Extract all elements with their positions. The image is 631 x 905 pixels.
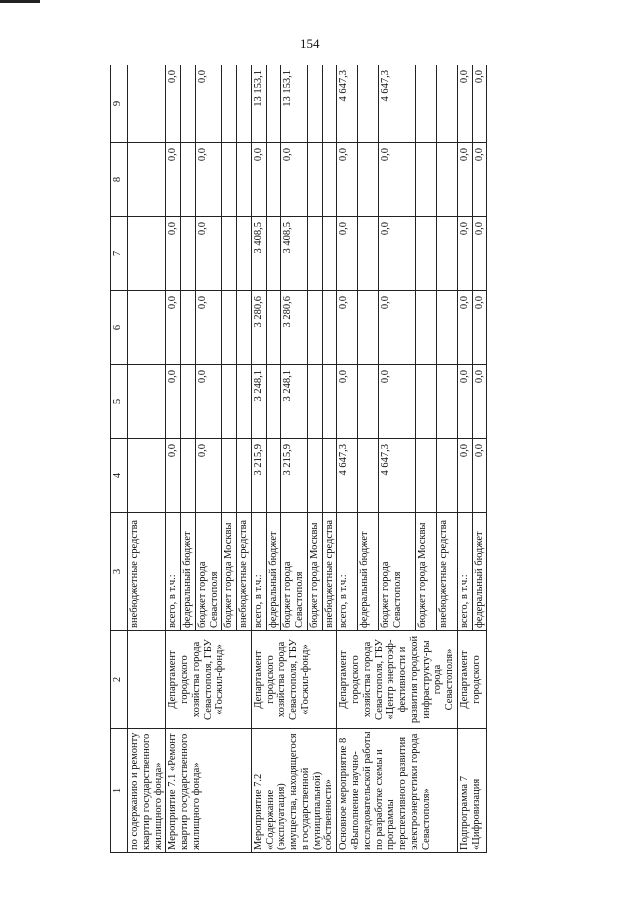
header-cell: 4 (111, 439, 128, 513)
value-cell: 4 647,3 (337, 65, 358, 143)
rotated-table-stage (110, 65, 606, 853)
value-cell (222, 217, 237, 291)
value-cell: 0,0 (472, 65, 487, 143)
value-cell (128, 217, 166, 291)
value-cell (307, 291, 322, 365)
value-cell: 3 248,1 (251, 365, 266, 439)
funding-source-cell: бюджет города Севастополя (281, 513, 308, 631)
value-cell (436, 439, 457, 513)
value-cell: 0,0 (378, 143, 415, 217)
executor-cell: Департамент городского хозяйства города Севастополя, ГБУ «Центр энергоэф-фективности и развития городской инфраструкту-ры города Севастополя» (337, 631, 458, 729)
value-cell: 0,0 (378, 217, 415, 291)
value-cell: 3 280,6 (251, 291, 266, 365)
value-cell: 3 215,9 (281, 439, 308, 513)
funding-source-cell: внебюджетные средства (128, 513, 166, 631)
value-cell: 0,0 (337, 217, 358, 291)
funding-source-cell: внебюджетные средства (322, 513, 337, 631)
value-cell (222, 365, 237, 439)
value-cell: 13 153,1 (281, 65, 308, 143)
value-cell (181, 143, 196, 217)
value-cell: 0,0 (378, 291, 415, 365)
value-cell (358, 291, 379, 365)
value-cell (322, 143, 337, 217)
value-cell (181, 217, 196, 291)
value-cell: 0,0 (251, 143, 266, 217)
funding-source-cell: бюджет города Москвы (307, 513, 322, 631)
value-cell: 0,0 (166, 439, 181, 513)
value-cell: 0,0 (166, 291, 181, 365)
value-cell (266, 291, 281, 365)
funding-source-cell: федеральный бюджет (181, 513, 196, 631)
value-cell (181, 65, 196, 143)
table-row (128, 65, 166, 853)
value-cell (436, 65, 457, 143)
header-cell: 6 (111, 291, 128, 365)
value-cell: 0,0 (195, 439, 222, 513)
executor-cell: Департамент городского (457, 631, 487, 729)
value-cell: 3 215,9 (251, 439, 266, 513)
value-cell: 3 408,5 (251, 217, 266, 291)
value-cell (358, 65, 379, 143)
value-cell (237, 65, 252, 143)
funding-source-cell: федеральный бюджет (266, 513, 281, 631)
header-cell: 8 (111, 143, 128, 217)
value-cell (222, 65, 237, 143)
value-cell: 13 153,1 (251, 65, 266, 143)
value-cell (322, 439, 337, 513)
rotated-table-wrapper (110, 65, 606, 853)
value-cell (128, 291, 166, 365)
value-cell: 0,0 (166, 217, 181, 291)
value-cell (358, 217, 379, 291)
value-cell (222, 291, 237, 365)
funding-source-cell: внебюджетные средства (436, 513, 457, 631)
funding-source-cell: федеральный бюджет (358, 513, 379, 631)
activity-name-cell: Основное мероприятие 8 «Выполнение научно-исследовательской работы по разработке схемы и программы перспективного развития электроэнергетики города Севастополя» (337, 729, 458, 853)
executor-cell: Департамент городского хозяйства города Севастополя, ГБУ «Госжил-фонд» (251, 631, 337, 729)
value-cell: 0,0 (337, 143, 358, 217)
value-cell (307, 439, 322, 513)
value-cell: 0,0 (472, 291, 487, 365)
value-cell (128, 439, 166, 513)
value-cell (181, 439, 196, 513)
value-cell: 0,0 (337, 365, 358, 439)
value-cell (266, 217, 281, 291)
funding-source-cell: бюджет города Севастополя (195, 513, 222, 631)
header-cell: 9 (111, 65, 128, 143)
budget-table (110, 65, 487, 853)
value-cell: 0,0 (378, 365, 415, 439)
value-cell: 0,0 (457, 65, 472, 143)
value-cell: 0,0 (457, 143, 472, 217)
header-cell: 1 (111, 729, 128, 853)
value-cell: 4 647,3 (337, 439, 358, 513)
value-cell: 0,0 (195, 143, 222, 217)
value-cell (322, 291, 337, 365)
value-cell (181, 291, 196, 365)
value-cell (436, 291, 457, 365)
value-cell: 0,0 (337, 291, 358, 365)
funding-source-cell: бюджет города Севастополя (378, 513, 415, 631)
value-cell: 3 248,1 (281, 365, 308, 439)
value-cell: 0,0 (166, 143, 181, 217)
value-cell (416, 365, 437, 439)
value-cell (222, 439, 237, 513)
value-cell (237, 143, 252, 217)
funding-source-cell: всего, в т.ч.: (337, 513, 358, 631)
value-cell (307, 65, 322, 143)
value-cell: 0,0 (472, 439, 487, 513)
value-cell: 0,0 (166, 65, 181, 143)
value-cell (307, 365, 322, 439)
value-cell (128, 143, 166, 217)
table-row (251, 65, 266, 853)
value-cell: 0,0 (281, 143, 308, 217)
funding-source-cell: всего, в т.ч.: (457, 513, 472, 631)
header-cell: 7 (111, 217, 128, 291)
table-row (337, 65, 358, 853)
value-cell (322, 65, 337, 143)
value-cell (222, 143, 237, 217)
header-cell: 3 (111, 513, 128, 631)
value-cell: 0,0 (166, 365, 181, 439)
activity-name-cell: по содержанию и ремонту квартир государственного жилищного фонда» (128, 729, 166, 853)
page-number: 154 (300, 36, 320, 51)
value-cell (266, 439, 281, 513)
value-cell (416, 217, 437, 291)
value-cell (358, 439, 379, 513)
funding-source-cell: внебюджетные средства (237, 513, 252, 631)
value-cell (416, 65, 437, 143)
funding-source-cell: всего, в т.ч.: (251, 513, 266, 631)
value-cell: 3 408,5 (281, 217, 308, 291)
value-cell: 0,0 (457, 439, 472, 513)
value-cell (128, 365, 166, 439)
value-cell (436, 365, 457, 439)
header-row (111, 65, 128, 853)
table-row (166, 65, 181, 853)
value-cell: 0,0 (195, 217, 222, 291)
value-cell: 3 280,6 (281, 291, 308, 365)
value-cell (358, 143, 379, 217)
activity-name-cell: Мероприятие 7.1 «Ремонт квартир государственного жилищного фонда» (166, 729, 252, 853)
value-cell: 4 647,3 (378, 439, 415, 513)
value-cell: 4 647,3 (378, 65, 415, 143)
executor-cell: Департамент городского хозяйства города Севастополя, ГБУ «Госжил-фонд» (166, 631, 252, 729)
value-cell (322, 217, 337, 291)
funding-source-cell: бюджет города Москвы (416, 513, 437, 631)
value-cell: 0,0 (195, 65, 222, 143)
value-cell (436, 217, 457, 291)
header-cell: 5 (111, 365, 128, 439)
value-cell (237, 291, 252, 365)
value-cell (237, 365, 252, 439)
value-cell (307, 217, 322, 291)
activity-name-cell: Мероприятие 7.2 «Содержание (эксплуатация) имущества, находящегося в государственной (муниципальной) собственности» (251, 729, 337, 853)
executor-cell (128, 631, 166, 729)
value-cell: 0,0 (457, 365, 472, 439)
value-cell (416, 291, 437, 365)
value-cell: 0,0 (195, 291, 222, 365)
value-cell (266, 143, 281, 217)
value-cell (181, 365, 196, 439)
value-cell (416, 439, 437, 513)
value-cell (128, 65, 166, 143)
top-rule (0, 0, 40, 3)
value-cell: 0,0 (472, 143, 487, 217)
value-cell (358, 365, 379, 439)
value-cell: 0,0 (457, 291, 472, 365)
value-cell (307, 143, 322, 217)
header-cell: 2 (111, 631, 128, 729)
value-cell (237, 439, 252, 513)
value-cell: 0,0 (472, 217, 487, 291)
table-body (128, 65, 487, 853)
value-cell: 0,0 (472, 365, 487, 439)
value-cell: 0,0 (195, 365, 222, 439)
funding-source-cell: всего, в т.ч.: (166, 513, 181, 631)
funding-source-cell: федеральный бюджет (472, 513, 487, 631)
value-cell (416, 143, 437, 217)
value-cell (436, 143, 457, 217)
activity-name-cell: Подпрограмма 7 «Цифровизация (457, 729, 487, 853)
value-cell (322, 365, 337, 439)
value-cell (266, 365, 281, 439)
table-row (457, 65, 472, 853)
funding-source-cell: бюджет города Москвы (222, 513, 237, 631)
value-cell: 0,0 (457, 217, 472, 291)
value-cell (237, 217, 252, 291)
value-cell (266, 65, 281, 143)
